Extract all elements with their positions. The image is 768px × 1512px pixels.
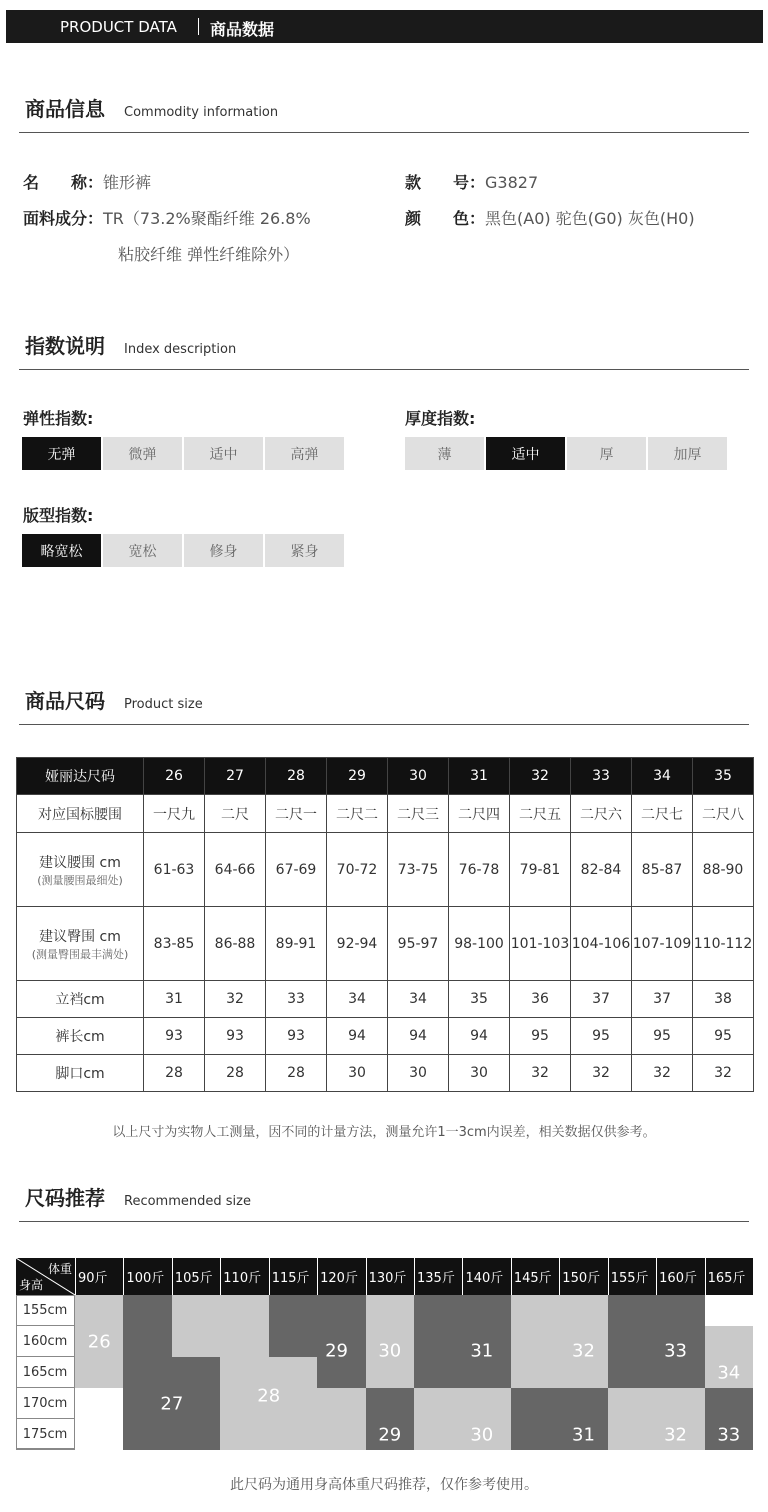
size-label: 26: [87, 1331, 111, 1352]
size-row: [17, 833, 754, 907]
weight-header: [16, 1258, 753, 1295]
size-cell: 95: [571, 1018, 632, 1055]
size-cell: 二尺四: [449, 795, 510, 833]
weight-label: 100斤: [126, 1271, 165, 1286]
header-divider: [317, 1258, 318, 1295]
grid-cell: [462, 1388, 510, 1419]
weight-label: 160斤: [659, 1271, 697, 1286]
header-divider: [705, 1258, 706, 1295]
size-cell: 32: [571, 1055, 632, 1092]
grid-cell: [414, 1419, 462, 1450]
grid-cell: [123, 1295, 171, 1326]
size-header-cell: 33: [571, 758, 632, 795]
color-value: 黑色(A0) 驼色(G0) 灰色(H0): [485, 209, 695, 228]
size-cell: 二尺五: [510, 795, 571, 833]
size-label: 29: [378, 1424, 402, 1445]
size-cell: 89-91: [266, 907, 327, 981]
size-cell: 二尺二: [327, 795, 388, 833]
size-cell: 83-85: [144, 907, 205, 981]
grid-cell: [511, 1295, 559, 1326]
weight-label: 90斤: [78, 1271, 108, 1286]
corner-height-label: 身高: [19, 1278, 44, 1292]
size-cell: 94: [388, 1018, 449, 1055]
size-cell: 93: [266, 1018, 327, 1055]
size-cell: 95: [632, 1018, 693, 1055]
size-header-cell: 32: [510, 758, 571, 795]
name-value: 锥形裤: [103, 173, 152, 192]
section-title: 指数说明: [25, 334, 105, 358]
size-label: 27: [160, 1393, 184, 1414]
corner-cell: [16, 1258, 75, 1295]
size-row-label-note: (测量腰围最细处): [37, 873, 123, 887]
grid-cell: [705, 1326, 753, 1357]
header-divider: [414, 1258, 415, 1295]
size-row: [17, 795, 754, 833]
size-cell: 32: [510, 1055, 571, 1092]
size-cell: 35: [449, 981, 510, 1018]
grid-cell: [462, 1295, 510, 1326]
size-cell: 32: [205, 981, 266, 1018]
grid-cell: [269, 1357, 317, 1388]
elastic-label: 弹性指数:: [23, 409, 94, 428]
height-label: 155cm: [16, 1295, 75, 1326]
size-row-label-text: 裤长cm: [55, 1029, 105, 1045]
size-cell: 34: [388, 981, 449, 1018]
header-divider: [123, 1258, 124, 1295]
size-cell: 73-75: [388, 833, 449, 907]
style-key: 款 号：: [405, 173, 486, 192]
size-row-label: [17, 981, 144, 1018]
section-title: 尺码推荐: [25, 1186, 105, 1210]
size-row: [17, 1055, 754, 1092]
grid-cell: [172, 1295, 220, 1326]
size-header-cell: 30: [388, 758, 449, 795]
grid-cell: [75, 1295, 123, 1326]
header-divider: [656, 1258, 657, 1295]
size-cell: 30: [449, 1055, 510, 1092]
grid-cell: [656, 1295, 704, 1326]
size-cell: 34: [327, 981, 388, 1018]
size-cell: 33: [266, 981, 327, 1018]
grid-cell: [656, 1357, 704, 1388]
thickness-label: 厚度指数:: [405, 409, 476, 428]
size-cell: 82-84: [571, 833, 632, 907]
size-table-header: [17, 758, 754, 795]
name-key: 名 称：: [23, 173, 104, 192]
recommend-note: 此尺码为通用身高体重尺码推荐，仅作参考使用。: [230, 1477, 538, 1493]
grid-cell: [559, 1388, 607, 1419]
size-cell: 32: [632, 1055, 693, 1092]
grid-cell: [366, 1357, 414, 1388]
grid-cell: [414, 1326, 462, 1357]
section-subtitle: Index description: [124, 342, 237, 357]
size-cell: 93: [144, 1018, 205, 1055]
grid-cell: [462, 1357, 510, 1388]
grid-cell: [511, 1326, 559, 1357]
size-cell: 110-112: [693, 907, 754, 981]
grid-cell: [608, 1419, 656, 1450]
grid-cell: [608, 1326, 656, 1357]
elastic-option: 微弹: [103, 437, 182, 470]
size-cell: 92-94: [327, 907, 388, 981]
size-cell: 95: [693, 1018, 754, 1055]
grid-cell: [123, 1357, 171, 1388]
color: [405, 206, 695, 229]
weight-label: 130斤: [368, 1271, 407, 1286]
fit-option: 宽松: [103, 534, 182, 567]
grid-cell: [317, 1357, 365, 1388]
header-divider: [511, 1258, 512, 1295]
size-cell: 二尺八: [693, 795, 754, 833]
size-header-cell: 27: [205, 758, 266, 795]
grid-cell: [317, 1388, 365, 1419]
size-cell: 98-100: [449, 907, 510, 981]
header-divider: [220, 1258, 221, 1295]
size-row-label-text: 建议腰围 cm: [39, 854, 121, 871]
fabric-value: TR（73.2%聚酯纤维 26.8%: [103, 209, 311, 228]
size-header-cell: 35: [693, 758, 754, 795]
size-cell: 二尺七: [632, 795, 693, 833]
grid-cell: [317, 1419, 365, 1450]
header-divider: [269, 1258, 270, 1295]
grid-cell: [608, 1295, 656, 1326]
size-cell: 36: [510, 981, 571, 1018]
size-cell: 28: [266, 1055, 327, 1092]
grid-cell: [220, 1295, 268, 1326]
size-cell: 79-81: [510, 833, 571, 907]
size-header-cell: 31: [449, 758, 510, 795]
size-cell: 88-90: [693, 833, 754, 907]
grid-cell: [511, 1419, 559, 1450]
grid-cell: [511, 1357, 559, 1388]
height-label: 160cm: [16, 1326, 75, 1357]
section-subtitle: Product size: [124, 697, 203, 712]
size-cell: 28: [144, 1055, 205, 1092]
size-label: 30: [378, 1340, 402, 1362]
size-cell: 二尺三: [388, 795, 449, 833]
style-value: G3827: [485, 173, 539, 192]
section-title: 商品尺码: [25, 689, 105, 713]
size-cell: 101-103: [510, 907, 571, 981]
header-divider: [366, 1258, 367, 1295]
fit-option: 紧身: [265, 534, 344, 567]
elastic-scale: [22, 437, 344, 470]
grid-cell: [220, 1326, 268, 1357]
fabric-value-line2: 粘胶纤维 弹性纤维除外）: [118, 245, 300, 264]
size-row-label-text: 脚口cm: [55, 1066, 105, 1082]
size-row: [17, 1018, 754, 1055]
header-divider: [172, 1258, 173, 1295]
size-row-label: [17, 907, 144, 981]
size-label: 28: [257, 1385, 281, 1407]
size-cell: 64-66: [205, 833, 266, 907]
size-cell: 一尺九: [144, 795, 205, 833]
thickness-option: 厚: [567, 437, 646, 470]
weight-label: 110斤: [223, 1271, 262, 1286]
size-cell: 二尺一: [266, 795, 327, 833]
fit-label: 版型指数:: [23, 506, 94, 525]
grid-cell: [172, 1326, 220, 1357]
fabric: [23, 206, 311, 229]
grid-cell: [317, 1295, 365, 1326]
size-cell: 28: [205, 1055, 266, 1092]
size-cell: 37: [571, 981, 632, 1018]
size-row-label: [17, 833, 144, 907]
size-cell: 94: [449, 1018, 510, 1055]
grid-cell: [559, 1295, 607, 1326]
grid-cell: [656, 1388, 704, 1419]
size-note: 以上尺寸为实物人工测量，因不同的计量方法，测量允许1一3cm内误差，相关数据仅供参考。: [112, 1125, 656, 1140]
grid-cell: [414, 1388, 462, 1419]
size-row-label-note: (测量臀围最丰满处): [31, 947, 129, 961]
size-header-cell: 26: [144, 758, 205, 795]
grid-cell: [220, 1357, 268, 1388]
header-divider: [608, 1258, 609, 1295]
color-key: 颜 色：: [405, 209, 486, 228]
size-cell: 31: [144, 981, 205, 1018]
weight-label: 140斤: [465, 1271, 504, 1286]
product-data-banner: [6, 10, 763, 43]
index-section-header: [19, 330, 749, 370]
elastic-option: 高弹: [265, 437, 344, 470]
size-cell: 70-72: [327, 833, 388, 907]
weight-label: 105斤: [174, 1271, 213, 1286]
size-row: [17, 981, 754, 1018]
product-name: [23, 170, 151, 193]
banner-en: PRODUCT DATA: [60, 18, 177, 36]
grid-cell: [608, 1388, 656, 1419]
grid-cell: [608, 1357, 656, 1388]
size-label: 34: [717, 1362, 741, 1383]
fit-option: 修身: [184, 534, 263, 567]
grid-cell: [559, 1357, 607, 1388]
grid-cell: [123, 1326, 171, 1357]
section-subtitle: Recommended size: [124, 1194, 251, 1209]
size-row-label: [17, 795, 144, 833]
grid-cell: [366, 1295, 414, 1326]
thickness-option: 薄: [405, 437, 484, 470]
thickness-option: 加厚: [648, 437, 727, 470]
size-cell: 67-69: [266, 833, 327, 907]
grid-cell: [220, 1419, 268, 1450]
size-cell: 30: [388, 1055, 449, 1092]
weight-label: 155斤: [610, 1271, 649, 1286]
size-row-label-text: 对应国标腰围: [38, 806, 122, 823]
header-divider: [75, 1258, 76, 1295]
size-table: [16, 757, 754, 1092]
grid-cell: [511, 1388, 559, 1419]
size-cell: 二尺: [205, 795, 266, 833]
grid-cell: [705, 1388, 753, 1419]
size-label: 31: [470, 1340, 494, 1362]
banner-cn: 商品数据: [210, 20, 275, 39]
size-label: 33: [664, 1340, 687, 1362]
size-header-cell: 29: [327, 758, 388, 795]
elastic-option: 适中: [184, 437, 263, 470]
size-section-header: [19, 685, 749, 725]
size-row-label: [17, 1055, 144, 1092]
header-divider: [559, 1258, 560, 1295]
grid-cell: [172, 1357, 220, 1388]
grid-cell: [414, 1295, 462, 1326]
size-label: 31: [572, 1424, 595, 1445]
grid-cell: [123, 1419, 171, 1450]
recommend-grid: [16, 1258, 753, 1449]
section-title: 商品信息: [25, 97, 105, 121]
style-number: [405, 170, 538, 193]
size-label: 30: [470, 1424, 494, 1445]
header-divider: [462, 1258, 463, 1295]
weight-label: 165斤: [707, 1271, 746, 1286]
size-label: 32: [572, 1340, 595, 1362]
size-header-cell: 34: [632, 758, 693, 795]
fit-option: 略宽松: [22, 534, 101, 567]
size-cell: 107-109: [632, 907, 693, 981]
grid-cell: [269, 1326, 317, 1357]
grid-cell: [172, 1419, 220, 1450]
recommend-section-header: [19, 1182, 749, 1222]
size-cell: 86-88: [205, 907, 266, 981]
grid-cell: [269, 1295, 317, 1326]
grid-cell: [75, 1388, 123, 1419]
weight-label: 115斤: [271, 1271, 310, 1286]
grid-cell: [75, 1419, 123, 1450]
size-header-label: 娅丽达尺码: [17, 758, 144, 795]
grid-cell: [75, 1357, 123, 1388]
thickness-scale: [405, 437, 727, 470]
corner-weight-label: 体重: [47, 1262, 72, 1276]
size-cell: 95: [510, 1018, 571, 1055]
grid-cell: [414, 1357, 462, 1388]
size-cell: 85-87: [632, 833, 693, 907]
size-cell: 94: [327, 1018, 388, 1055]
size-cell: 76-78: [449, 833, 510, 907]
grid-cell: [366, 1388, 414, 1419]
weight-label: 120斤: [320, 1271, 358, 1286]
fit-scale: [22, 534, 344, 567]
size-label: 32: [664, 1424, 687, 1445]
height-label: 165cm: [16, 1357, 75, 1388]
size-cell: 30: [327, 1055, 388, 1092]
banner-divider: [198, 18, 199, 35]
size-cell: 37: [632, 981, 693, 1018]
height-label: 170cm: [16, 1388, 75, 1419]
weight-label: 145斤: [513, 1271, 552, 1286]
weight-label: 135斤: [417, 1271, 455, 1286]
weight-label: 150斤: [562, 1271, 601, 1286]
size-label: 33: [717, 1424, 741, 1445]
commodity-section-header: [19, 93, 749, 133]
size-row-label-text: 立裆cm: [55, 992, 105, 1008]
fabric-key: 面料成分：: [23, 209, 104, 228]
size-row: [17, 907, 754, 981]
height-label: 175cm: [16, 1419, 75, 1450]
size-cell: 93: [205, 1018, 266, 1055]
size-header-cell: 28: [266, 758, 327, 795]
size-cell: 61-63: [144, 833, 205, 907]
section-subtitle: Commodity information: [124, 105, 279, 120]
grid-cell: [705, 1295, 753, 1326]
size-row-label-text: 建议臀围 cm: [39, 928, 121, 945]
grid-cell: [269, 1419, 317, 1450]
size-cell: 104-106: [571, 907, 632, 981]
size-row-label: [17, 1018, 144, 1055]
size-cell: 38: [693, 981, 754, 1018]
size-cell: 95-97: [388, 907, 449, 981]
size-cell: 32: [693, 1055, 754, 1092]
elastic-option: 无弹: [22, 437, 101, 470]
size-cell: 二尺六: [571, 795, 632, 833]
size-label: 29: [325, 1340, 348, 1362]
thickness-option: 适中: [486, 437, 565, 470]
